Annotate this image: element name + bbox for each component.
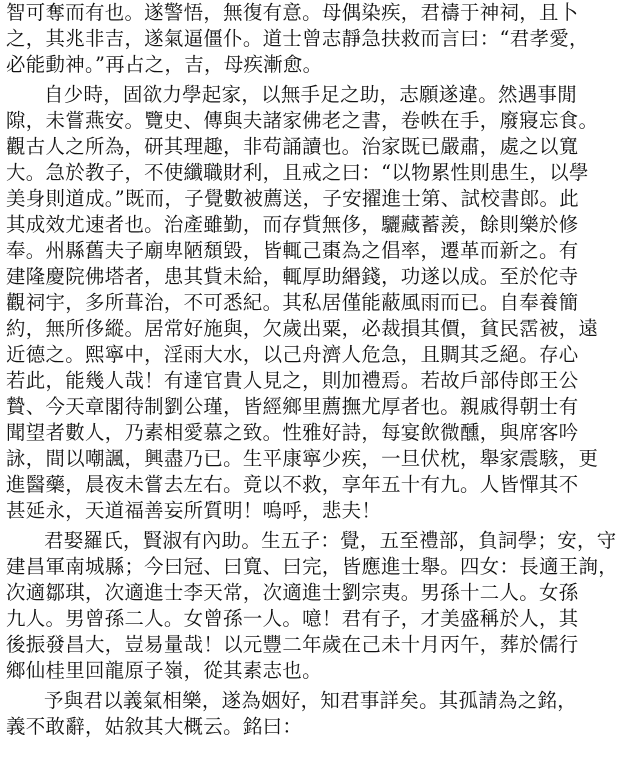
text-line: 君娶羅氏，賢淑有內助。生五子：覺，五至禮部，負詞學；安，守 — [44, 529, 617, 552]
text-line: 若此，能幾人哉！有達官貴人見之，則加禮焉。若故戶部侍郎王公 — [6, 369, 579, 392]
text-line: 約，無所侈縱。居常好施與，欠歲出粟，必裁損其價，貧民霑被，遠 — [6, 317, 599, 340]
text-line: 觀祠宇，多所葺治，不可悉紀。其私居僅能蔽風雨而已。自奉養簡 — [6, 291, 579, 314]
text-line: 近德之。熙寧中，淫雨大水，以己舟濟人危急，且賙其乏絕。存心 — [6, 343, 579, 366]
text-line: 隙，未嘗燕安。覽史、傳與夫諸家佛老之書，卷帙在手，廢寢忘食。 — [6, 109, 599, 132]
text-line: 予與君以義氣相樂，遂為姻好，知君事詳矣。其孤請為之銘， — [44, 689, 577, 712]
text-line: 次適鄒琪，次適進士李天常，次適進士劉宗夷。男孫十二人。女孫 — [6, 581, 579, 604]
text-line: 進醫藥，晨夜未嘗去左右。竟以不救，享年五十有九。人皆憚其不 — [6, 473, 579, 496]
text-line: 奉。州縣舊夫子廟卑陋頹毀，皆輒己棗為之倡率，遷革而新之。有 — [6, 239, 579, 262]
text-line: 義不敢辭，姑敘其大概云。銘曰： — [6, 715, 303, 738]
text-line: 九人。男曾孫二人。女曾孫一人。噫！君有子，才美盛稱於人，其 — [6, 607, 579, 630]
text-line: 必能動神。”再占之，吉，母疾漸愈。 — [6, 53, 323, 76]
text-line: 其成效尤速者也。治產雖勤，而存貲無侈，驪藏蓄羨，餘則樂於修 — [6, 213, 579, 236]
text-line: 詠，間以嘲諷，興盡乃已。生平康寧少疾，一旦伏枕，舉家震駭，更 — [6, 447, 599, 470]
text-line: 建隆慶院佛塔者，患其貲未給，輒厚助緡錢，功遂以成。至於佗寺 — [6, 265, 579, 288]
text-line: 之，其兆非吉，遂氣逼僵仆。道士曾志靜急扶救而言曰：“君孝愛， — [6, 27, 589, 50]
text-line: 贄、今天章閣待制劉公瑾，皆經鄉里薦撫尤厚者也。親戚得朝士有 — [6, 395, 579, 418]
text-line: 建昌軍南城縣；今曰冠、曰寬、曰完，皆應進士舉。四女：長適王詢， — [6, 555, 618, 578]
text-line: 大。急於教子，不使纖職財利，且戒之曰：“以物累性則患生，以學 — [6, 161, 589, 184]
text-line: 自少時，固欲力學起家，以無手足之助，志願遂違。然遇事閒 — [44, 83, 577, 106]
text-line: 甚延永，天道福善妄所質明！嗚呼，悲夫！ — [6, 499, 382, 522]
text-line: 智可奪而有也。遂警悟，無復有意。母偶染疾，君禱于神祠，且卜 — [6, 1, 579, 24]
text-line: 後振發昌大，豈易量哉！以元豐二年歲在己未十月丙午，葬於儒行 — [6, 633, 579, 656]
text-line: 聞望者數人，乃素相愛慕之致。性雅好詩，每宴飲微醺，與席客吟 — [6, 421, 579, 444]
text-line: 鄉仙桂里回龍原子嶺，從其素志也。 — [6, 659, 322, 682]
text-line: 美身則道成。”既而，子覺數被薦送，子安擢進士第、試校書郎。此 — [6, 187, 580, 210]
text-line: 觀古人之所為，研其理趣，非苟誦讀也。治家既已嚴肅，處之以寬 — [6, 135, 579, 158]
